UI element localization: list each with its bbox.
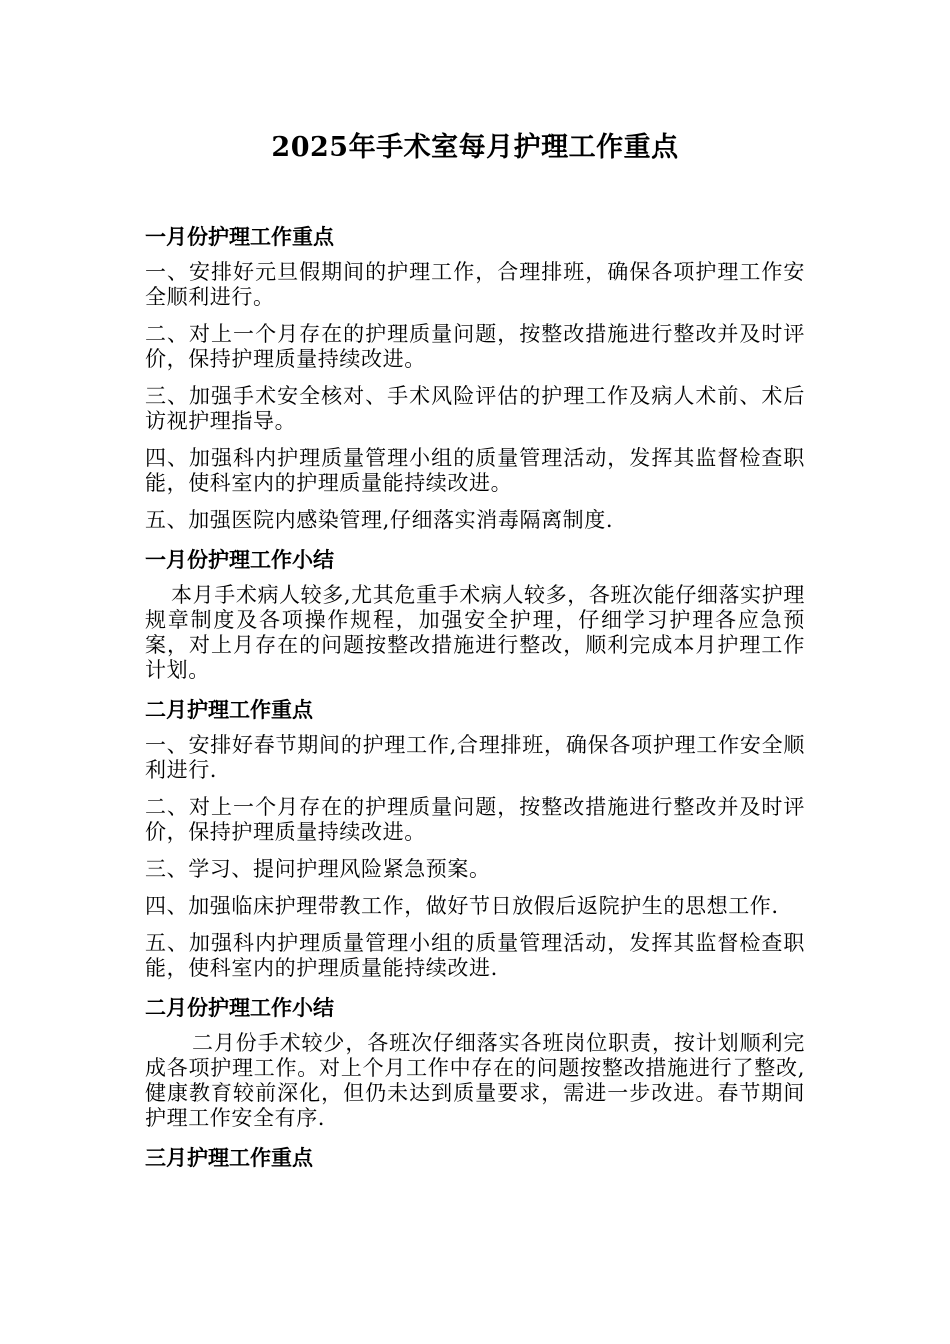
document-body [145,222,805,1181]
section-heading-jan-summary: 一月份护理工作小结 [145,547,334,572]
list-item: 二、对上一个月存在的护理质量问题，按整改措施进行整改并及时评价，保持护理质量持续改进。 [145,795,805,844]
list-item: 二、对上一个月存在的护理质量问题，按整改措施进行整改并及时评价，保持护理质量持续改进。 [145,322,805,371]
section-heading-jan-focus: 一月份护理工作重点 [145,224,334,249]
summary-paragraph: 二月份手术较少，各班次仔细落实各班岗位职责，按计划顺利完成各项护理工作。对上个月工作中存在的问题按整改措施进行了整改,健康教育较前深化，但仍未达到质量要求，需进一步改进。春节期间护理工作安全有序. [145,1031,805,1130]
section-heading-feb-summary: 二月份护理工作小结 [145,995,334,1020]
list-item: 三、加强手术安全核对、手术风险评估的护理工作及病人术前、术后访视护理指导。 [145,384,805,433]
list-item: 四、加强临床护理带教工作，做好节日放假后返院护生的思想工作. [145,894,779,918]
list-item: 五、加强科内护理质量管理小组的质量管理活动，发挥其监督检查职能，使科室内的护理质量能持续改进. [145,931,805,980]
list-item: 五、加强医院内感染管理,仔细落实消毒隔离制度. [145,508,614,532]
list-item: 一、安排好元旦假期间的护理工作，合理排班，确保各项护理工作安全顺利进行。 [145,260,805,309]
document-title: 2025年手术室每月护理工作重点 [271,132,679,163]
list-item: 一、安排好春节期间的护理工作,合理排班，确保各项护理工作安全顺利进行. [145,733,805,782]
list-item: 四、加强科内护理质量管理小组的质量管理活动，发挥其监督检查职能，使科室内的护理质量能持续改进。 [145,446,805,495]
section-heading-mar-focus: 三月护理工作重点 [145,1145,313,1170]
list-item: 三、学习、提问护理风险紧急预案。 [145,857,491,881]
summary-paragraph: 本月手术病人较多,尤其危重手术病人较多，各班次能仔细落实护理规章制度及各项操作规程，加强安全护理，仔细学习护理各应急预案，对上月存在的问题按整改措施进行整改，顺利完成本月护理工作计划。 [145,583,805,682]
section-heading-feb-focus: 二月护理工作重点 [145,697,313,722]
